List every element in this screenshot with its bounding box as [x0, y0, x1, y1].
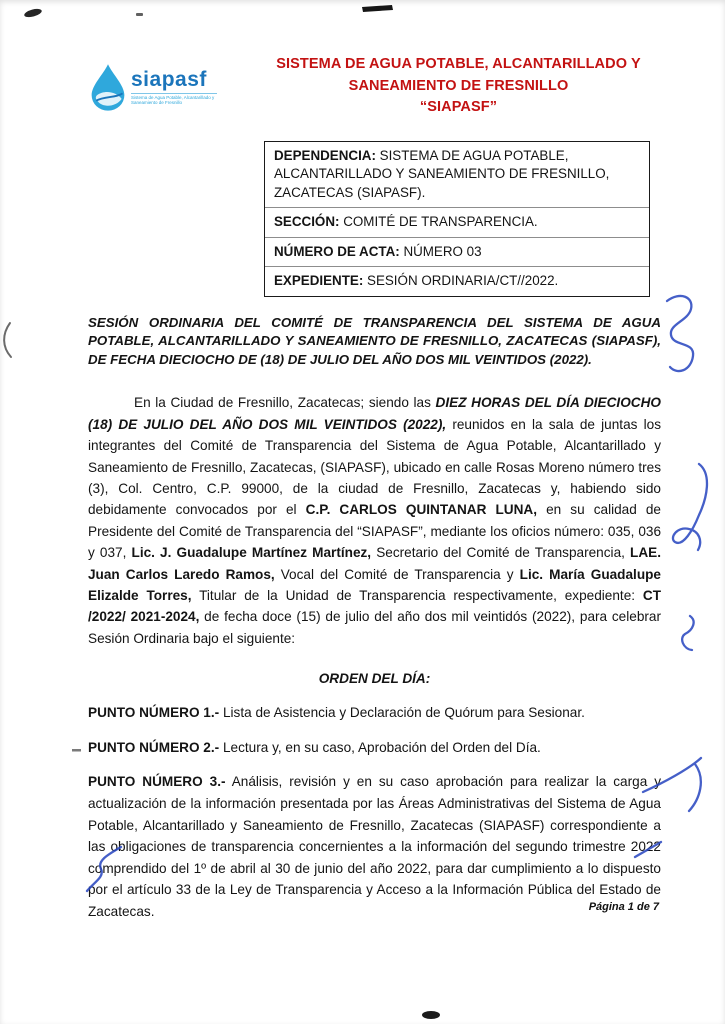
scan-artifact-top-center	[362, 5, 393, 12]
scan-artifact-top-left	[23, 7, 42, 18]
pen-flourish-top-right	[667, 296, 693, 371]
document-title	[256, 54, 661, 119]
pen-squiggle-right	[682, 616, 693, 650]
punto-numero-3: PUNTO NÚMERO 3.- Análisis, revisión y en su caso aprobación para realizar la carga y actualización de la información presentada por las Áreas Administrativas del Sistema de Agua Potable, Alcantarillado y Saneamiento de Fresnillo, Zacatecas (SIAPASF) correspondiente a las obligaciones de transparencia concernientes a la información del segundo trimestre 2022 comprendido del 1º de abril al 30 de junio del año 2022, para dar cumplimiento a lo dispuesto por el artículo 33 de la Ley de Transparencia y Acceso a la Información Pública del Estado de Zacatecas.	[88, 774, 661, 919]
scan-artifact-left-dash	[72, 749, 81, 752]
scan-artifact-left-curve	[4, 323, 11, 357]
intro-paragraph: En la Ciudad de Fresnillo, Zacatecas; siendo las DIEZ HORAS DEL DÍA DIECIOCHO (18) DE JULIO DEL AÑO DOS MIL VEINTIDOS (2022), reunidos en la sala de juntas los integrantes del Comité de Transparencia del Sistema de Agua Potable, Alcantarillado y Saneamiento de Fresnillo, Zacatecas, (SIAPASF), ubicado en calle Rosas Moreno número tres (3), Col. Centro, C.P. 99000, de la ciudad de Fresnillo, Zacatecas y, habiendo sido debidamente convocados por el C.P. CARLOS QUINTANAR LUNA, en su calidad de Presidente del Comité de Transparencia del “SIAPASF”, mediante los oficios número: 035, 036 y 037, Lic. J. Guadalupe Martínez Martínez, Secretario del Comité de Transparencia, LAE. Juan Carlos Laredo Ramos, Vocal del Comité de Transparencia y Lic. María Guadalupe Elizalde Torres, Titular de la Unidad de Transparencia respectivamente, expediente: CT /2022/ 2021-2024, de fecha doce (15) de julio del año dos mil veintidós (2022), para celebrar Sesión Ordinaria bajo el siguiente:	[88, 395, 661, 646]
title-line-1: SISTEMA DE AGUA POTABLE, ALCANTARILLADO Y	[276, 56, 641, 72]
case-info-box	[264, 141, 650, 297]
logo-word: siapasf	[131, 68, 207, 91]
info-row-seccion	[265, 207, 649, 237]
title-line-2: SANEAMIENTO DE FRESNILLO	[348, 77, 569, 94]
pen-flourish-right-middle	[673, 464, 707, 550]
water-drop-icon	[88, 62, 128, 112]
info-row-expediente	[265, 266, 649, 296]
info-row-dependencia	[265, 142, 649, 208]
logo-text-block	[131, 69, 217, 105]
siapasf-logo	[88, 62, 256, 112]
session-heading: SESIÓN ORDINARIA DEL COMITÉ DE TRANSPARENCIA DEL SISTEMA DE AGUA POTABLE, ALCANTARILLADO Y SANEAMIENTO DE FRESNILLO, ZACATECAS (SIAPASF), DE FECHA DIECIOCHO DE (18) DE JULIO DEL AÑO DOS MIL VEINTIDOS (2022).	[88, 314, 661, 367]
info-value-seccion: COMITÉ DE TRANSPARENCIA.	[339, 214, 538, 229]
info-value-numero-acta: NÚMERO 03	[399, 243, 482, 259]
info-row-numero-acta	[265, 237, 649, 267]
document-header	[88, 54, 661, 119]
info-value-expediente: SESIÓN ORDINARIA/CT//2022.	[363, 273, 559, 288]
info-label-dependencia: DEPENDENCIA:	[274, 147, 376, 163]
info-label-seccion: SECCIÓN:	[274, 214, 340, 229]
orden-del-dia-heading: ORDEN DEL DÍA:	[318, 671, 431, 687]
punto-numero-2: PUNTO NÚMERO 2.- Lectura y, en su caso, Aprobación del Orden del Día.	[88, 739, 541, 755]
scan-artifact-top-small	[136, 13, 143, 16]
info-value-dependencia: SISTEMA DE AGUA POTABLE, ALCANTARILLADO Y SANEAMIENTO DE FRESNILLO, ZACATECAS (SIAPASF).	[274, 147, 610, 200]
title-line-3: “SIAPASF”	[419, 99, 498, 115]
info-label-numero-acta: NÚMERO DE ACTA:	[274, 243, 400, 259]
page-number: Página 1 de 7	[588, 901, 659, 913]
scan-artifact-bottom	[422, 1011, 440, 1019]
info-label-expediente: EXPEDIENTE:	[274, 273, 364, 288]
punto-numero-1: PUNTO NÚMERO 1.- Lista de Asistencia y Declaración de Quórum para Sesionar.	[88, 705, 585, 721]
logo-tagline: Sistema de Agua Potable, Alcantarillado y Saneamiento de Fresnillo	[131, 93, 217, 105]
